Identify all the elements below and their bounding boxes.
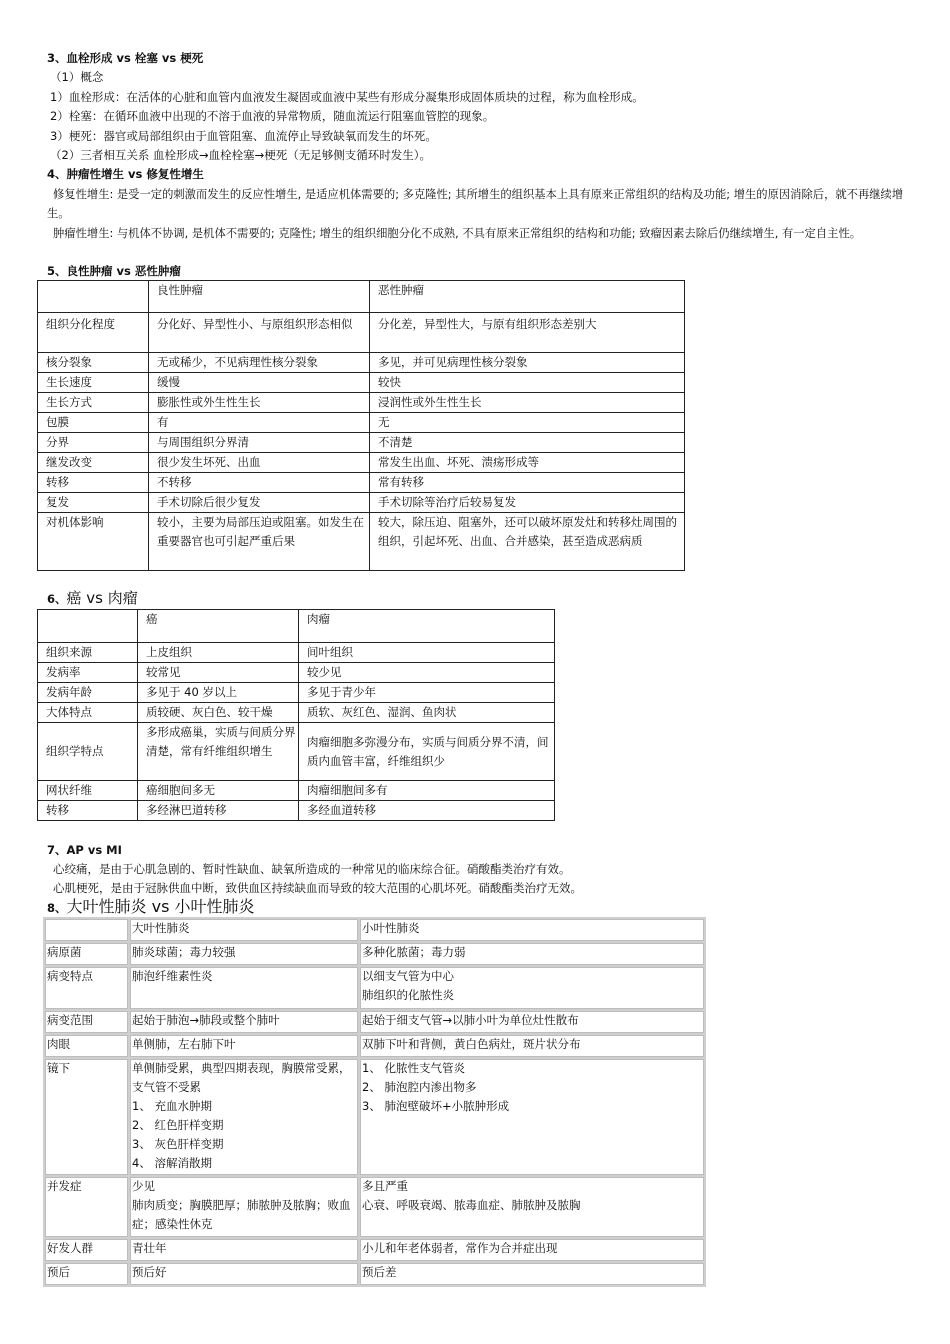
table-row-label: 病变特点: [44, 966, 129, 1010]
table-row-label: 网状纤维: [38, 781, 138, 801]
table-cell: 膨胀性或外生性生长: [149, 393, 370, 413]
table-header-cell: 癌: [138, 610, 299, 643]
table-cell: [359, 1176, 705, 1238]
cell-line: 小儿和年老体弱者，常作为合并症出现: [362, 1241, 558, 1255]
cell-line: 4、 溶解消散期: [132, 1156, 212, 1170]
cell-line: 多且严重: [362, 1179, 408, 1193]
table-cell: 质软、灰红色、湿润、鱼肉状: [299, 703, 555, 723]
table-cell: 分化好、异型性小、与原组织形态相似: [149, 313, 370, 353]
section-7-heading: 7、AP vs MI: [47, 843, 122, 857]
section-8-number: 8、: [47, 901, 67, 915]
section-7-line: 心绞痛，是由于心肌急剧的、暂时性缺血、缺氧所造成的一种常见的临床综合征。硝酸酯类治疗有效。: [53, 862, 571, 876]
table-cell: [359, 966, 705, 1010]
section-3-heading: 3、血栓形成 vs 栓塞 vs 梗死: [47, 51, 204, 65]
table-cell: 多经血道转移: [299, 801, 555, 821]
section-8-heading: [47, 897, 255, 918]
table-row: [44, 1010, 705, 1034]
table-row: [44, 1034, 705, 1058]
table-cell: 浸润性或外生性生长: [370, 393, 685, 413]
table-cell: 缓慢: [149, 373, 370, 393]
cell-line: 少见: [132, 1179, 155, 1193]
table-row-label: 好发人群: [44, 1238, 129, 1262]
table-header-cell: 肉瘤: [299, 610, 555, 643]
table-cell: 多见，并可见病理性核分裂象: [370, 353, 685, 373]
table-cell: [129, 966, 359, 1010]
table-header-cell: [38, 281, 149, 313]
cell-line: 青壮年: [132, 1241, 167, 1255]
table-header-cell: 大叶性肺炎: [129, 918, 359, 942]
carcinoma-sarcoma-table: [37, 609, 555, 821]
table-row-label: 转移: [38, 473, 149, 493]
table-cell: [359, 1034, 705, 1058]
table-cell: 较快: [370, 373, 685, 393]
section-3-line: 2）栓塞：在循环血液中出现的不溶于血液的异常物质，随血流运行阻塞血管腔的现象。: [50, 109, 495, 123]
table-cell: [359, 942, 705, 966]
cell-line: 单侧肺，左右肺下叶: [132, 1037, 236, 1051]
table-row: [44, 1058, 705, 1176]
table-row: [44, 1176, 705, 1238]
section-4-heading: 4、肿瘤性增生 vs 修复性增生: [47, 167, 204, 181]
table-header-cell: [44, 918, 129, 942]
table-cell: 常发生出血、坏死、溃疡形成等: [370, 453, 685, 473]
table-cell: [129, 1034, 359, 1058]
cell-line: 双肺下叶和背侧，黄白色病灶，斑片状分布: [362, 1037, 581, 1051]
table-row-label: 病原菌: [44, 942, 129, 966]
table-cell: [129, 1262, 359, 1286]
table-row-label: 包膜: [38, 413, 149, 433]
table-cell: 多见于 40 岁以上: [138, 683, 299, 703]
cell-line: 多种化脓菌；毒力弱: [362, 945, 466, 959]
table-row-label: 转移: [38, 801, 138, 821]
table-cell: 不清楚: [370, 433, 685, 453]
table-row: [44, 1238, 705, 1262]
table-cell: 间叶组织: [299, 643, 555, 663]
table-cell: 较常见: [138, 663, 299, 683]
table-cell: 较少见: [299, 663, 555, 683]
table-cell: [359, 1238, 705, 1262]
table-row-label: 发病年龄: [38, 683, 138, 703]
section-4-paragraph-repair: 修复性增生: 是受一定的刺激而发生的反应性增生, 是适应机体需要的; 多克隆性; 其所增生的组织基本上具有原来正常组织的结构及功能; 增生的原因消除后，就不再继续增生。: [47, 188, 904, 220]
cell-line: 以细支气管为中心: [362, 969, 454, 983]
table-cell: [129, 1238, 359, 1262]
table-cell: 分化差，异型性大，与原有组织形态差别大: [370, 313, 685, 353]
table-cell: 不转移: [149, 473, 370, 493]
section-6-heading: [47, 589, 138, 609]
section-3-line: 3）梗死：器官或局部组织由于血管阻塞、血流停止导致缺氧而发生的坏死。: [50, 129, 437, 143]
table-cell: [359, 1010, 705, 1034]
table-header-cell: [38, 610, 138, 643]
table-cell: [359, 1058, 705, 1176]
cell-line: 肺炎球菌；毒力较强: [132, 945, 236, 959]
table-row-label: 病变范围: [44, 1010, 129, 1034]
table-header-cell: 小叶性肺炎: [359, 918, 705, 942]
table-row-label: 生长速度: [38, 373, 149, 393]
table-cell: 多形成癌巢，实质与间质分界清楚，常有纤维组织增生: [138, 723, 299, 781]
table-row-label: 组织学特点: [38, 723, 138, 781]
table-cell: 无或稀少，不见病理性核分裂象: [149, 353, 370, 373]
table-row: [44, 1262, 705, 1286]
table-cell: [129, 1176, 359, 1238]
table-cell: 多见于青少年: [299, 683, 555, 703]
cell-line: 预后差: [362, 1265, 397, 1279]
section-6-title: 癌 vs 肉瘤: [66, 589, 138, 607]
table-row-label: 生长方式: [38, 393, 149, 413]
table-row-label: 对机体影响: [38, 513, 149, 571]
table-row: [44, 942, 705, 966]
section-4-paragraph-tumor: 肿瘤性增生: 与机体不协调, 是机体不需要的; 克隆性; 增生的组织细胞分化不成熟, 不具有原来正常组织的结构和功能; 致瘤因素去除后仍继续增生, 有一定自主性。: [53, 227, 862, 240]
table-row-label: 肉眼: [44, 1034, 129, 1058]
table-cell: 较大，除压迫、阻塞外，还可以破坏原发灶和转移灶周围的组织，引起坏死、出血、合并感染，甚至造成恶病质: [370, 513, 685, 571]
table-row-label: 复发: [38, 493, 149, 513]
cell-line: 1、 充血水肿期: [132, 1099, 212, 1113]
table-row-label: 组织来源: [38, 643, 138, 663]
table-cell: 癌细胞间多无: [138, 781, 299, 801]
table-row-label: 核分裂象: [38, 353, 149, 373]
table-row-label: 分界: [38, 433, 149, 453]
table-cell: 肉瘤细胞多弥漫分布，实质与间质分界不清，间质内血管丰富，纤维组织少: [299, 723, 555, 781]
table-header-cell: 恶性肿瘤: [370, 281, 685, 313]
table-row-label: 继发改变: [38, 453, 149, 473]
section-7-line: 心肌梗死，是由于冠脉供血中断，致供血区持续缺血而导致的较大范围的心肌坏死。硝酸酯类治疗无效。: [53, 881, 582, 895]
table-cell: 质较硬、灰白色、较干燥: [138, 703, 299, 723]
section-5-heading: 5、良性肿瘤 vs 恶性肿瘤: [47, 264, 181, 278]
table-cell: 较小，主要为局部压迫或阻塞。如发生在重要器官也可引起严重后果: [149, 513, 370, 571]
section-6-number: 6、: [47, 592, 67, 606]
section-3-line: （2）三者相互关系 血栓形成→血栓栓塞→梗死（无足够侧支循环时发生）。: [50, 148, 431, 162]
table-row-label: 预后: [44, 1262, 129, 1286]
table-row: [44, 966, 705, 1010]
cell-line: 2、 肺泡腔内渗出物多: [362, 1080, 477, 1094]
section-8-title: 大叶性肺炎 vs 小叶性肺炎: [66, 897, 255, 916]
cell-line: 单侧肺受累，典型四期表现，胸膜常受累，支气管不受累: [132, 1061, 351, 1094]
table-row-label: 大体特点: [38, 703, 138, 723]
cell-line: 肺肉质变；胸膜肥厚；肺脓肿及脓胸；败血症；感染性休克: [132, 1198, 351, 1231]
table-cell: 上皮组织: [138, 643, 299, 663]
table-cell: 常有转移: [370, 473, 685, 493]
table-header-cell: 良性肿瘤: [149, 281, 370, 313]
table-cell: [129, 1058, 359, 1176]
table-row-label: 并发症: [44, 1176, 129, 1238]
section-3-line: 1）血栓形成：在活体的心脏和血管内血液发生凝固或血液中某些有形成分凝集形成固体质块的过程，称为血栓形成。: [50, 90, 644, 104]
cell-line: 肺泡纤维素性炎: [132, 969, 213, 983]
cell-line: 3、 肺泡壁破坏+小脓肿形成: [362, 1099, 510, 1113]
table-row-label: 组织分化程度: [38, 313, 149, 353]
benign-malignant-table: [37, 280, 685, 571]
pneumonia-table: [43, 917, 706, 1287]
cell-line: 起始于肺泡→肺段或整个肺叶: [132, 1013, 280, 1027]
table-cell: 手术切除后很少复发: [149, 493, 370, 513]
table-cell: 有: [149, 413, 370, 433]
table-cell: 与周围组织分界清: [149, 433, 370, 453]
cell-line: 肺组织的化脓性炎: [362, 988, 454, 1002]
cell-line: 1、 化脓性支气管炎: [362, 1061, 465, 1075]
section-3-line: （1）概念: [50, 70, 104, 84]
cell-line: 2、 红色肝样变期: [132, 1118, 224, 1132]
table-cell: 无: [370, 413, 685, 433]
cell-line: 起始于细支气管→以肺小叶为单位灶性散布: [362, 1013, 579, 1027]
table-row-label: 镜下: [44, 1058, 129, 1176]
table-cell: 肉瘤细胞间多有: [299, 781, 555, 801]
table-cell: [129, 942, 359, 966]
cell-line: 预后好: [132, 1265, 167, 1279]
table-row-label: 发病率: [38, 663, 138, 683]
table-cell: 很少发生坏死、出血: [149, 453, 370, 473]
table-cell: [359, 1262, 705, 1286]
cell-line: 3、 灰色肝样变期: [132, 1137, 224, 1151]
table-cell: 手术切除等治疗后较易复发: [370, 493, 685, 513]
table-cell: 多经淋巴道转移: [138, 801, 299, 821]
cell-line: 心衰、呼吸衰竭、脓毒血症、肺脓肿及脓胸: [362, 1198, 581, 1212]
table-cell: [129, 1010, 359, 1034]
